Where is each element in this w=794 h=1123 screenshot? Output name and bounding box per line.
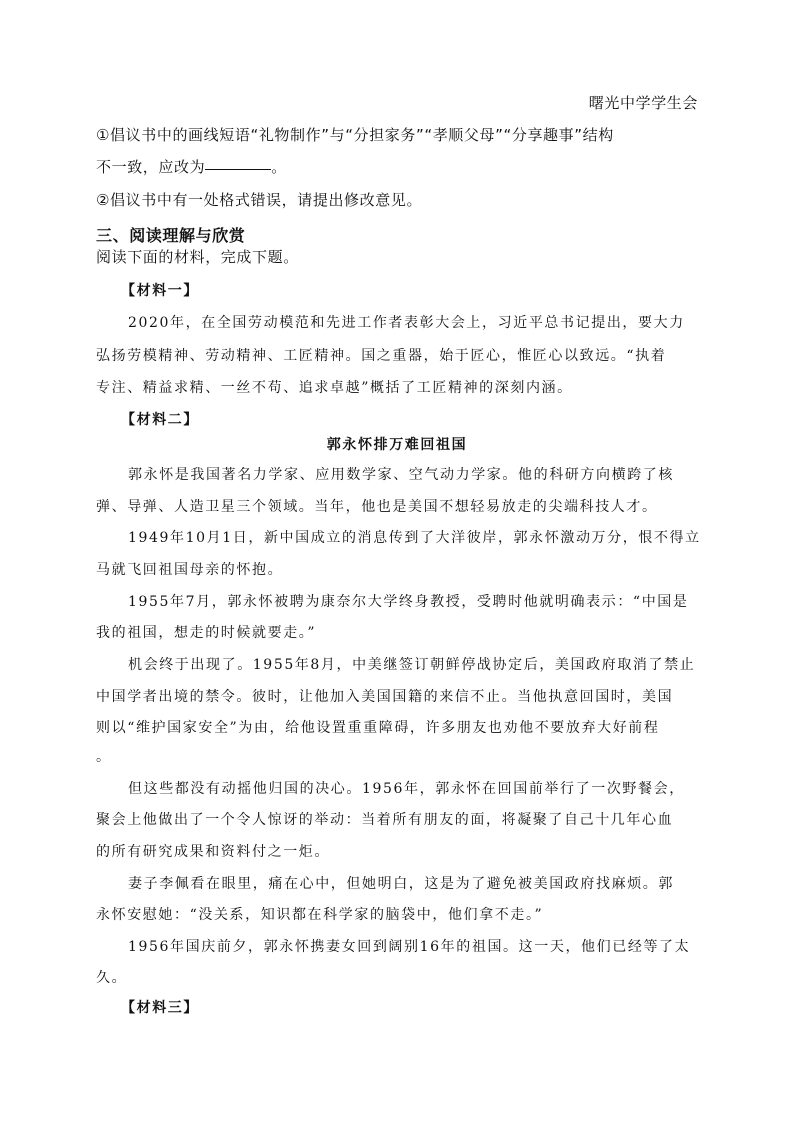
material-2-line-14: 妻子李佩看在眼里，痛在心中，但她明白，这是为了避免被美国政府找麻烦。郭: [128, 876, 674, 892]
material-1-line-3: 专注、精益求精、一丝不苟、追求卓越”概括了工匠精神的深刻内涵。: [96, 380, 573, 396]
material-2-line-1: 郭永怀是我国著名力学家、应用数学家、空气动力学家。他的科研方向横跨了核: [128, 467, 674, 483]
material-2-line-2: 弹、导弹、人造卫星三个领域。当年，他也是美国不想轻易放走的尖端科技人才。: [96, 499, 658, 515]
question-1-line-2: [96, 160, 287, 175]
material-2-line-16: 1956年国庆前夕，郭永怀携妻女回到阔别16年的祖国。这一天，他们已经等了太: [128, 939, 691, 955]
section-title: 三、阅读理解与欣赏: [96, 226, 246, 245]
question-1-end: 。: [271, 158, 287, 176]
material-2-line-15: 永怀安慰她：“没关系，知识都在科学家的脑袋中，他们拿不走。”: [96, 907, 544, 923]
header-org: 曙光中学学生会: [588, 94, 698, 112]
material-1-line-1: 2020年，在全国劳动模范和先进工作者表彰大会上，习近平总书记提出，要大力: [128, 315, 685, 331]
material-1-label: 【材料一】: [121, 283, 199, 299]
material-2-line-4: 马就飞回祖国母亲的怀抱。: [96, 562, 284, 578]
material-2-line-12: 聚会上他做出了一个令人惊讶的举动：当着所有朋友的面，将凝聚了自己十几年心血: [96, 812, 674, 828]
material-2-line-5: 1955年7月，郭永怀被聘为康奈尔大学终身教授，受聘时他就明确表示：“中国是: [128, 594, 689, 610]
material-2-line-3: 1949年10月1日，新中国成立的消息传到了大洋彼岸，郭永怀激动万分，恨不得立: [128, 530, 701, 546]
material-2-line-9: 则以“维护国家安全”为由，给他设置重重障碍，许多朋友也劝他不要放弃大好前程: [96, 720, 660, 736]
question-1-line-1: ①倡议书中的画线短语“礼物制作”与“分担家务”“孝顺父母”“分享趣事”结构: [96, 126, 614, 144]
answer-blank[interactable]: [205, 169, 271, 170]
material-2-line-8: 中国学者出境的禁令。彼时，让他加入美国国籍的来信不止。当他执意回国时，美国: [96, 689, 674, 705]
material-2-line-7: 机会终于出现了。1955年8月，中美继签订朝鲜停战协定后，美国政府取消了禁止: [128, 657, 696, 673]
material-2-line-10: 。: [96, 749, 112, 765]
material-2-line-17: 久。: [96, 970, 128, 986]
material-2-line-13: 的所有研究成果和资料付之一炬。: [96, 844, 330, 860]
material-1-line-2: 弘扬劳模精神、劳动精神、工匠精神。国之重器，始于匠心，惟匠心以致远。“执着: [96, 348, 667, 364]
material-2-line-6: 我的祖国，想走的时候就要走。”: [96, 625, 317, 641]
material-2-label: 【材料二】: [121, 412, 199, 428]
question-1-text: 不一致，应改为: [96, 158, 206, 176]
material-3-label: 【材料三】: [121, 1000, 199, 1016]
question-2: ②倡议书中有一处格式错误，请提出修改意见。: [96, 191, 423, 209]
material-2-title: 郭永怀排万难回祖国: [326, 437, 468, 453]
material-2-line-11: 但这些都没有动摇他归国的决心。1956年，郭永怀在回国前举行了一次野餐会，: [128, 781, 685, 797]
section-instruction: 阅读下面的材料，完成下题。: [96, 248, 299, 266]
